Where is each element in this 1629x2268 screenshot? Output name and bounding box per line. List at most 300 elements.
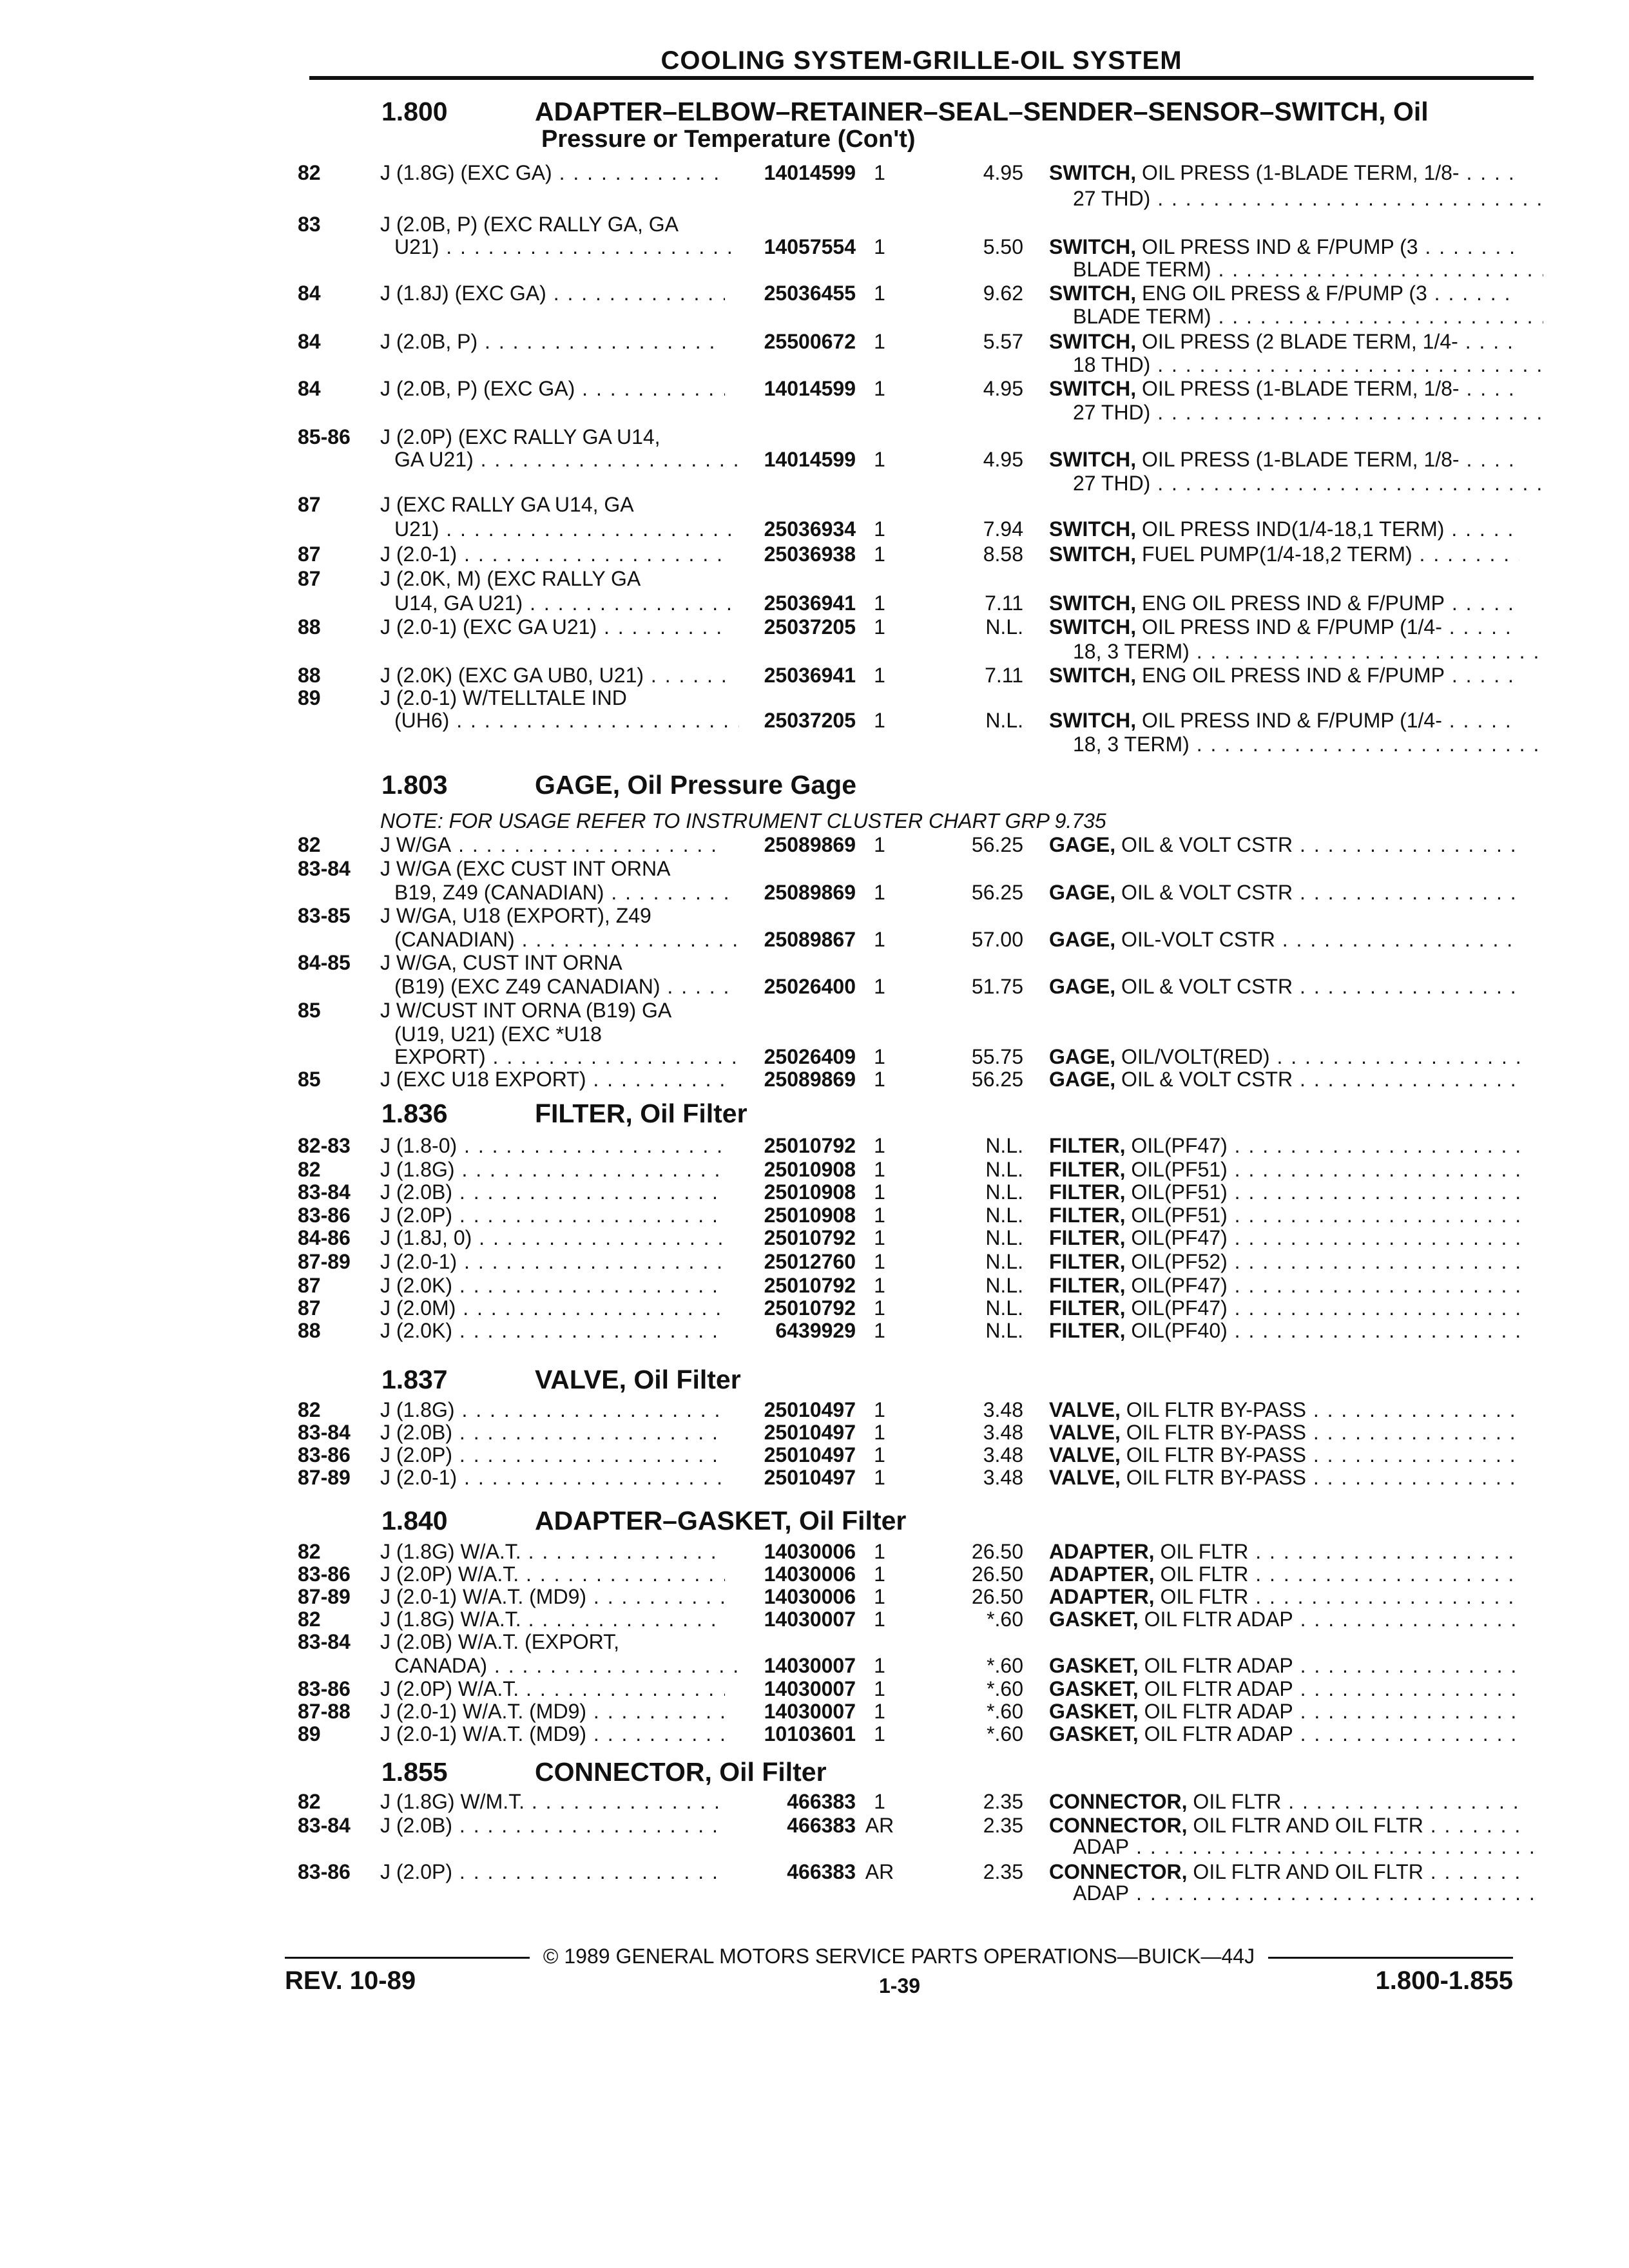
description-noun: CONNECTOR, <box>1049 1814 1188 1837</box>
model-year: 84 <box>298 330 321 353</box>
description <box>1049 282 1519 305</box>
quantity: 1 <box>874 1466 885 1489</box>
application: J (2.0B, P) (EXC GA) . . . <box>380 377 725 401</box>
section-number: 1.836 <box>381 1099 448 1128</box>
description <box>1049 1540 1519 1564</box>
price: *.60 <box>987 1654 1023 1677</box>
description <box>1049 1134 1519 1158</box>
quantity: 1 <box>874 928 885 951</box>
description <box>1049 591 1519 615</box>
quantity: 1 <box>874 1562 885 1586</box>
description-text: OIL FLTR <box>1154 1585 1249 1608</box>
section-subtitle: Pressure or Temperature (Con't) <box>541 126 916 153</box>
application: J (2.0M) . . . <box>380 1296 725 1320</box>
description-text: OIL FLTR BY-PASS <box>1120 1443 1306 1466</box>
section-title: ADAPTER–GASKET, Oil Filter <box>535 1506 907 1535</box>
part-number: 25500672 <box>764 330 856 353</box>
model-year: 84-86 <box>298 1226 351 1249</box>
application: J W/GA, CUST INT ORNA <box>380 951 622 974</box>
description <box>1049 833 1519 857</box>
model-year: 87 <box>298 1296 321 1320</box>
description <box>1073 305 1543 329</box>
part-number: 25010497 <box>764 1421 856 1444</box>
description-noun: SWITCH, <box>1049 282 1137 305</box>
price: 2.35 <box>983 1814 1023 1837</box>
description-text: OIL PRESS (2 BLADE TERM, 1/4- <box>1136 330 1458 353</box>
description <box>1049 1421 1519 1445</box>
description-noun: SWITCH, <box>1049 448 1137 471</box>
description-text: 18, 3 TERM) <box>1073 640 1190 663</box>
model-year: 84 <box>298 282 321 305</box>
price: 8.58 <box>983 543 1023 566</box>
price: 56.25 <box>971 1068 1023 1091</box>
description <box>1049 1608 1519 1631</box>
part-number: 14030006 <box>764 1540 856 1563</box>
description <box>1049 543 1519 566</box>
part-number: 25037205 <box>764 709 856 732</box>
description <box>1049 1274 1519 1298</box>
description <box>1049 448 1519 472</box>
description-noun: GASKET, <box>1049 1700 1139 1723</box>
application: J (2.0K) (EXC GA UB0, U21) . . . <box>380 664 725 687</box>
application: J (2.0-1) . . . <box>380 543 725 566</box>
application: J (2.0K) . . . <box>380 1274 725 1298</box>
quantity: 1 <box>874 1250 885 1273</box>
description-text: 27 THD) <box>1073 187 1151 210</box>
description-text: OIL(PF47) <box>1125 1226 1228 1249</box>
description <box>1049 330 1519 354</box>
description-noun: ADAPTER, <box>1049 1585 1155 1608</box>
description <box>1073 353 1543 377</box>
application: J (1.8J, 0) . . . <box>380 1226 725 1250</box>
description-noun: GASKET, <box>1049 1677 1139 1700</box>
quantity: AR <box>865 1860 894 1883</box>
application: J (1.8G) W/A.T. . . . <box>380 1540 725 1564</box>
description <box>1049 1250 1519 1274</box>
quantity: 1 <box>874 517 885 541</box>
description-text: OIL(PF47) <box>1125 1296 1228 1320</box>
price: 9.62 <box>983 282 1023 305</box>
quantity: 1 <box>874 1274 885 1297</box>
part-number: 14014599 <box>764 448 856 471</box>
price: 4.95 <box>983 448 1023 471</box>
description-text: OIL PRESS IND & F/PUMP (1/4- <box>1136 615 1442 639</box>
description-noun: SWITCH, <box>1049 517 1137 541</box>
part-number: 25089869 <box>764 1068 856 1091</box>
description-text: OIL FLTR ADAP <box>1138 1722 1293 1745</box>
description-noun: SWITCH, <box>1049 709 1137 732</box>
part-number: 25036938 <box>764 543 856 566</box>
price: N.L. <box>985 1226 1023 1249</box>
model-year: 83-84 <box>298 1814 351 1837</box>
part-number: 25010908 <box>764 1204 856 1227</box>
quantity: 1 <box>874 1585 885 1608</box>
application: U21) . . . <box>394 517 739 541</box>
price: N.L. <box>985 1180 1023 1204</box>
part-number: 14030007 <box>764 1700 856 1723</box>
description <box>1049 517 1519 541</box>
description-text: 27 THD) <box>1073 401 1151 424</box>
description-noun: ADAPTER, <box>1049 1562 1155 1586</box>
part-number: 14014599 <box>764 377 856 400</box>
description-text: OIL PRESS IND & F/PUMP (3 <box>1136 235 1418 258</box>
model-year: 84-85 <box>298 951 351 974</box>
application: J (EXC U18 EXPORT) . . . <box>380 1068 725 1091</box>
description-text: OIL FLTR <box>1187 1790 1282 1813</box>
price: N.L. <box>985 615 1023 639</box>
quantity: 1 <box>874 377 885 400</box>
part-number: 25037205 <box>764 615 856 639</box>
application: (U19, U21) (EXC *U18 <box>394 1023 602 1046</box>
description-noun: VALVE, <box>1049 1466 1121 1489</box>
quantity: 1 <box>874 161 885 184</box>
model-year: 82 <box>298 1158 321 1181</box>
quantity: 1 <box>874 1722 885 1745</box>
model-year: 87-89 <box>298 1466 351 1489</box>
model-year: 87-89 <box>298 1250 351 1273</box>
part-number: 25010792 <box>764 1226 856 1249</box>
price: 7.11 <box>985 664 1023 687</box>
price: N.L. <box>985 1204 1023 1227</box>
description-text: 18 THD) <box>1073 353 1151 376</box>
quantity: 1 <box>874 709 885 732</box>
part-number: 25010497 <box>764 1466 856 1489</box>
description-text: ENG OIL PRESS IND & F/PUMP <box>1136 664 1445 687</box>
description-text: ADAP <box>1073 1835 1130 1858</box>
page-number: 1-39 <box>879 1974 921 1997</box>
description-text: FUEL PUMP(1/4-18,2 TERM) <box>1136 543 1412 566</box>
description <box>1049 1790 1519 1814</box>
model-year: 87 <box>298 493 321 516</box>
description-text: OIL FLTR AND OIL FLTR <box>1187 1814 1423 1837</box>
description-text: OIL & VOLT CSTR <box>1115 833 1293 856</box>
price: 3.48 <box>983 1443 1023 1466</box>
description-noun: SWITCH, <box>1049 543 1137 566</box>
application: U21) . . . <box>394 235 739 259</box>
description-noun: GAGE, <box>1049 928 1116 951</box>
part-number: 25036941 <box>764 664 856 687</box>
part-number: 14030007 <box>764 1608 856 1631</box>
price: 2.35 <box>983 1790 1023 1813</box>
price: 51.75 <box>971 975 1023 998</box>
price: *.60 <box>987 1722 1023 1745</box>
description <box>1049 1443 1519 1467</box>
model-year: 83-86 <box>298 1204 351 1227</box>
application: J (1.8G) . . . <box>380 1398 725 1422</box>
price: 3.48 <box>983 1398 1023 1421</box>
section-number: 1.855 <box>381 1757 448 1787</box>
description-text: OIL FLTR ADAP <box>1138 1677 1293 1700</box>
application: J (1.8G) W/A.T. . . . <box>380 1608 725 1631</box>
model-year: 83-84 <box>298 1421 351 1444</box>
model-year: 87 <box>298 567 321 590</box>
description-text: OIL FLTR BY-PASS <box>1120 1398 1306 1421</box>
model-year: 82 <box>298 1398 321 1421</box>
quantity: AR <box>865 1814 894 1837</box>
description-text: OIL(PF51) <box>1125 1158 1228 1181</box>
part-number: 14014599 <box>764 161 856 184</box>
model-year: 87 <box>298 1274 321 1297</box>
model-year: 82 <box>298 161 321 184</box>
price: 2.35 <box>983 1860 1023 1883</box>
description-text: OIL-VOLT CSTR <box>1115 928 1275 951</box>
description-text: OIL & VOLT CSTR <box>1115 1068 1293 1091</box>
description-noun: FILTER, <box>1049 1204 1126 1227</box>
quantity: 1 <box>874 448 885 471</box>
description <box>1073 733 1543 756</box>
description-noun: FILTER, <box>1049 1158 1126 1181</box>
revision-label: REV. 10-89 <box>285 1966 416 1995</box>
description-text: OIL(PF47) <box>1125 1274 1228 1297</box>
description <box>1049 1296 1519 1320</box>
quantity: 1 <box>874 1398 885 1421</box>
price: 5.50 <box>983 235 1023 258</box>
quantity: 1 <box>874 1421 885 1444</box>
application: J (2.0-1) W/A.T. (MD9) . . . <box>380 1722 725 1746</box>
quantity: 1 <box>874 235 885 258</box>
model-year: 83-86 <box>298 1677 351 1700</box>
description-text: ADAP <box>1073 1881 1130 1905</box>
description <box>1049 1204 1519 1227</box>
price: 7.11 <box>985 591 1023 615</box>
description-noun: SWITCH, <box>1049 591 1137 615</box>
model-year: 82 <box>298 1790 321 1813</box>
section-title: FILTER, Oil Filter <box>535 1099 747 1128</box>
application: J (2.0B) W/A.T. (EXPORT, <box>380 1630 620 1653</box>
model-year: 83-84 <box>298 1630 351 1653</box>
quantity: 1 <box>874 1226 885 1249</box>
description-noun: FILTER, <box>1049 1296 1126 1320</box>
description-noun: SWITCH, <box>1049 377 1137 400</box>
section-number: 1.837 <box>381 1365 448 1394</box>
description-text: OIL & VOLT CSTR <box>1115 881 1293 904</box>
description-noun: VALVE, <box>1049 1421 1121 1444</box>
description <box>1049 1319 1519 1343</box>
application: J (EXC RALLY GA U14, GA <box>380 493 634 516</box>
description-noun: GAGE, <box>1049 881 1116 904</box>
application: J (2.0K) . . . <box>380 1319 725 1343</box>
price: 5.57 <box>983 330 1023 353</box>
description <box>1049 377 1519 401</box>
description <box>1073 472 1543 495</box>
price: 26.50 <box>971 1540 1023 1563</box>
application: U14, GA U21) . . . <box>394 591 739 615</box>
description-noun: VALVE, <box>1049 1443 1121 1466</box>
description <box>1073 640 1543 664</box>
quantity: 1 <box>874 1443 885 1466</box>
application: J (2.0B, P) . . . <box>380 330 725 354</box>
footer-rule-right <box>1268 1957 1513 1959</box>
application: J (1.8G) W/M.T. . . . <box>380 1790 725 1814</box>
description-text: OIL PRESS (1-BLADE TERM, 1/8- <box>1136 161 1460 184</box>
model-year: 87-89 <box>298 1585 351 1608</box>
application: J W/CUST INT ORNA (B19) GA <box>380 999 672 1022</box>
part-number: 25089867 <box>764 928 856 951</box>
part-number: 25036934 <box>764 517 856 541</box>
model-year: 83-84 <box>298 1180 351 1204</box>
section-number: 1.840 <box>381 1506 448 1535</box>
description-noun: SWITCH, <box>1049 615 1137 639</box>
application: J (2.0-1) (EXC GA U21) . . . <box>380 615 725 639</box>
model-year: 85 <box>298 999 321 1022</box>
application: J (2.0P) W/A.T. . . . <box>380 1562 725 1586</box>
description <box>1049 1068 1519 1091</box>
quantity: 1 <box>874 591 885 615</box>
quantity: 1 <box>874 543 885 566</box>
part-number: 25089869 <box>764 881 856 904</box>
description-text: OIL FLTR BY-PASS <box>1120 1421 1306 1444</box>
price: 55.75 <box>971 1045 1023 1068</box>
quantity: 1 <box>874 1045 885 1068</box>
description-text: OIL(PF47) <box>1125 1134 1228 1157</box>
description <box>1049 1466 1519 1490</box>
description-text: OIL PRESS IND & F/PUMP (1/4- <box>1136 709 1442 732</box>
description <box>1049 664 1519 687</box>
description <box>1049 975 1519 999</box>
description-noun: SWITCH, <box>1049 235 1137 258</box>
footer-copyright: © 1989 GENERAL MOTORS SERVICE PARTS OPERATIONS—BUICK—44J <box>543 1945 1255 1968</box>
description-text: OIL & VOLT CSTR <box>1115 975 1293 998</box>
section-note: NOTE: FOR USAGE REFER TO INSTRUMENT CLUSTER CHART GRP 9.735 <box>380 809 1106 832</box>
price: 26.50 <box>971 1585 1023 1608</box>
application: J W/GA, U18 (EXPORT), Z49 <box>380 904 651 927</box>
model-year: 89 <box>298 1722 321 1745</box>
application: J (2.0P) . . . <box>380 1443 725 1467</box>
description <box>1073 258 1543 282</box>
quantity: 1 <box>874 1319 885 1342</box>
description-noun: CONNECTOR, <box>1049 1790 1188 1813</box>
price: 26.50 <box>971 1562 1023 1586</box>
description-text: OIL(PF51) <box>1125 1180 1228 1204</box>
description <box>1049 1860 1519 1884</box>
application: J (2.0P) W/A.T. . . . <box>380 1677 725 1701</box>
description-text: OIL FLTR ADAP <box>1138 1654 1293 1677</box>
price: 7.94 <box>983 517 1023 541</box>
description-noun: SWITCH, <box>1049 161 1137 184</box>
description-noun: GAGE, <box>1049 975 1116 998</box>
description-noun: CONNECTOR, <box>1049 1860 1188 1883</box>
description-noun: SWITCH, <box>1049 330 1137 353</box>
description-text: BLADE TERM) <box>1073 305 1211 328</box>
page-header: COOLING SYSTEM-GRILLE-OIL SYSTEM <box>660 46 1182 75</box>
description <box>1049 1562 1519 1586</box>
quantity: 1 <box>874 1677 885 1700</box>
description-noun: FILTER, <box>1049 1274 1126 1297</box>
application: J (2.0B, P) (EXC RALLY GA, GA <box>380 213 679 236</box>
quantity: 1 <box>874 615 885 639</box>
application: J (1.8J) (EXC GA) . . . <box>380 282 725 305</box>
application: GA U21) . . . <box>394 448 739 472</box>
quantity: 1 <box>874 1068 885 1091</box>
price: 3.48 <box>983 1421 1023 1444</box>
description-text: OIL/VOLT(RED) <box>1115 1045 1270 1068</box>
page-range: 1.800-1.855 <box>1375 1966 1513 1995</box>
application: J (2.0P) (EXC RALLY GA U14, <box>380 425 660 448</box>
description <box>1049 1398 1519 1422</box>
description-noun: FILTER, <box>1049 1134 1126 1157</box>
description <box>1049 1045 1519 1069</box>
application: J (1.8G) . . . <box>380 1158 725 1182</box>
description <box>1049 1654 1519 1678</box>
description-noun: GAGE, <box>1049 833 1116 856</box>
description-noun: VALVE, <box>1049 1398 1121 1421</box>
price: 56.25 <box>971 833 1023 856</box>
quantity: 1 <box>874 1296 885 1320</box>
quantity: 1 <box>874 664 885 687</box>
quantity: 1 <box>874 833 885 856</box>
description-text: OIL FLTR AND OIL FLTR <box>1187 1860 1423 1883</box>
description-text: OIL PRESS (1-BLADE TERM, 1/8- <box>1136 448 1460 471</box>
description-text: 18, 3 TERM) <box>1073 733 1190 756</box>
section-title: VALVE, Oil Filter <box>535 1365 741 1394</box>
application: J (2.0P) . . . <box>380 1204 725 1227</box>
description-noun: ADAPTER, <box>1049 1540 1155 1563</box>
application: CANADA) . . . <box>394 1654 739 1678</box>
description-noun: FILTER, <box>1049 1180 1126 1204</box>
description-text: OIL FLTR ADAP <box>1138 1608 1293 1631</box>
model-year: 88 <box>298 1319 321 1342</box>
description-text: BLADE TERM) <box>1073 258 1211 281</box>
quantity: 1 <box>874 881 885 904</box>
quantity: 1 <box>874 1700 885 1723</box>
description-text: OIL(PF51) <box>1125 1204 1228 1227</box>
description <box>1049 161 1519 185</box>
description <box>1049 1814 1519 1838</box>
part-number: 25012760 <box>764 1250 856 1273</box>
part-number: 14030006 <box>764 1585 856 1608</box>
application: J (2.0B) . . . <box>380 1421 725 1445</box>
quantity: 1 <box>874 1180 885 1204</box>
description <box>1049 1226 1519 1250</box>
application: J (2.0-1) . . . <box>380 1250 725 1274</box>
description-text: OIL PRESS IND(1/4-18,1 TERM) <box>1136 517 1445 541</box>
description <box>1049 1585 1519 1609</box>
price: N.L. <box>985 709 1023 732</box>
price: *.60 <box>987 1677 1023 1700</box>
part-number: 25010908 <box>764 1158 856 1181</box>
description-noun: GAGE, <box>1049 1045 1116 1068</box>
application: J (2.0-1) . . . <box>380 1466 725 1490</box>
part-number: 25010792 <box>764 1274 856 1297</box>
price: 4.95 <box>983 161 1023 184</box>
application: B19, Z49 (CANADIAN) . . . <box>394 881 739 905</box>
description-text: 27 THD) <box>1073 472 1151 495</box>
quantity: 1 <box>874 282 885 305</box>
price: *.60 <box>987 1608 1023 1631</box>
description <box>1049 881 1519 905</box>
price: 4.95 <box>983 377 1023 400</box>
quantity: 1 <box>874 1790 885 1813</box>
application: J (2.0B) . . . <box>380 1814 725 1838</box>
description-noun: FILTER, <box>1049 1250 1126 1273</box>
price: N.L. <box>985 1250 1023 1273</box>
description-noun: GASKET, <box>1049 1722 1139 1745</box>
part-number: 25026400 <box>764 975 856 998</box>
quantity: 1 <box>874 1204 885 1227</box>
description <box>1049 1722 1519 1746</box>
model-year: 87 <box>298 543 321 566</box>
application: J (2.0P) . . . <box>380 1860 725 1884</box>
part-number: 25010497 <box>764 1398 856 1421</box>
description-text: ENG OIL PRESS & F/PUMP (3 <box>1136 282 1427 305</box>
description <box>1073 187 1543 211</box>
model-year: 82 <box>298 1540 321 1563</box>
model-year: 82-83 <box>298 1134 351 1157</box>
description <box>1049 1158 1519 1182</box>
part-number: 14030007 <box>764 1654 856 1677</box>
model-year: 89 <box>298 686 321 709</box>
price: 3.48 <box>983 1466 1023 1489</box>
